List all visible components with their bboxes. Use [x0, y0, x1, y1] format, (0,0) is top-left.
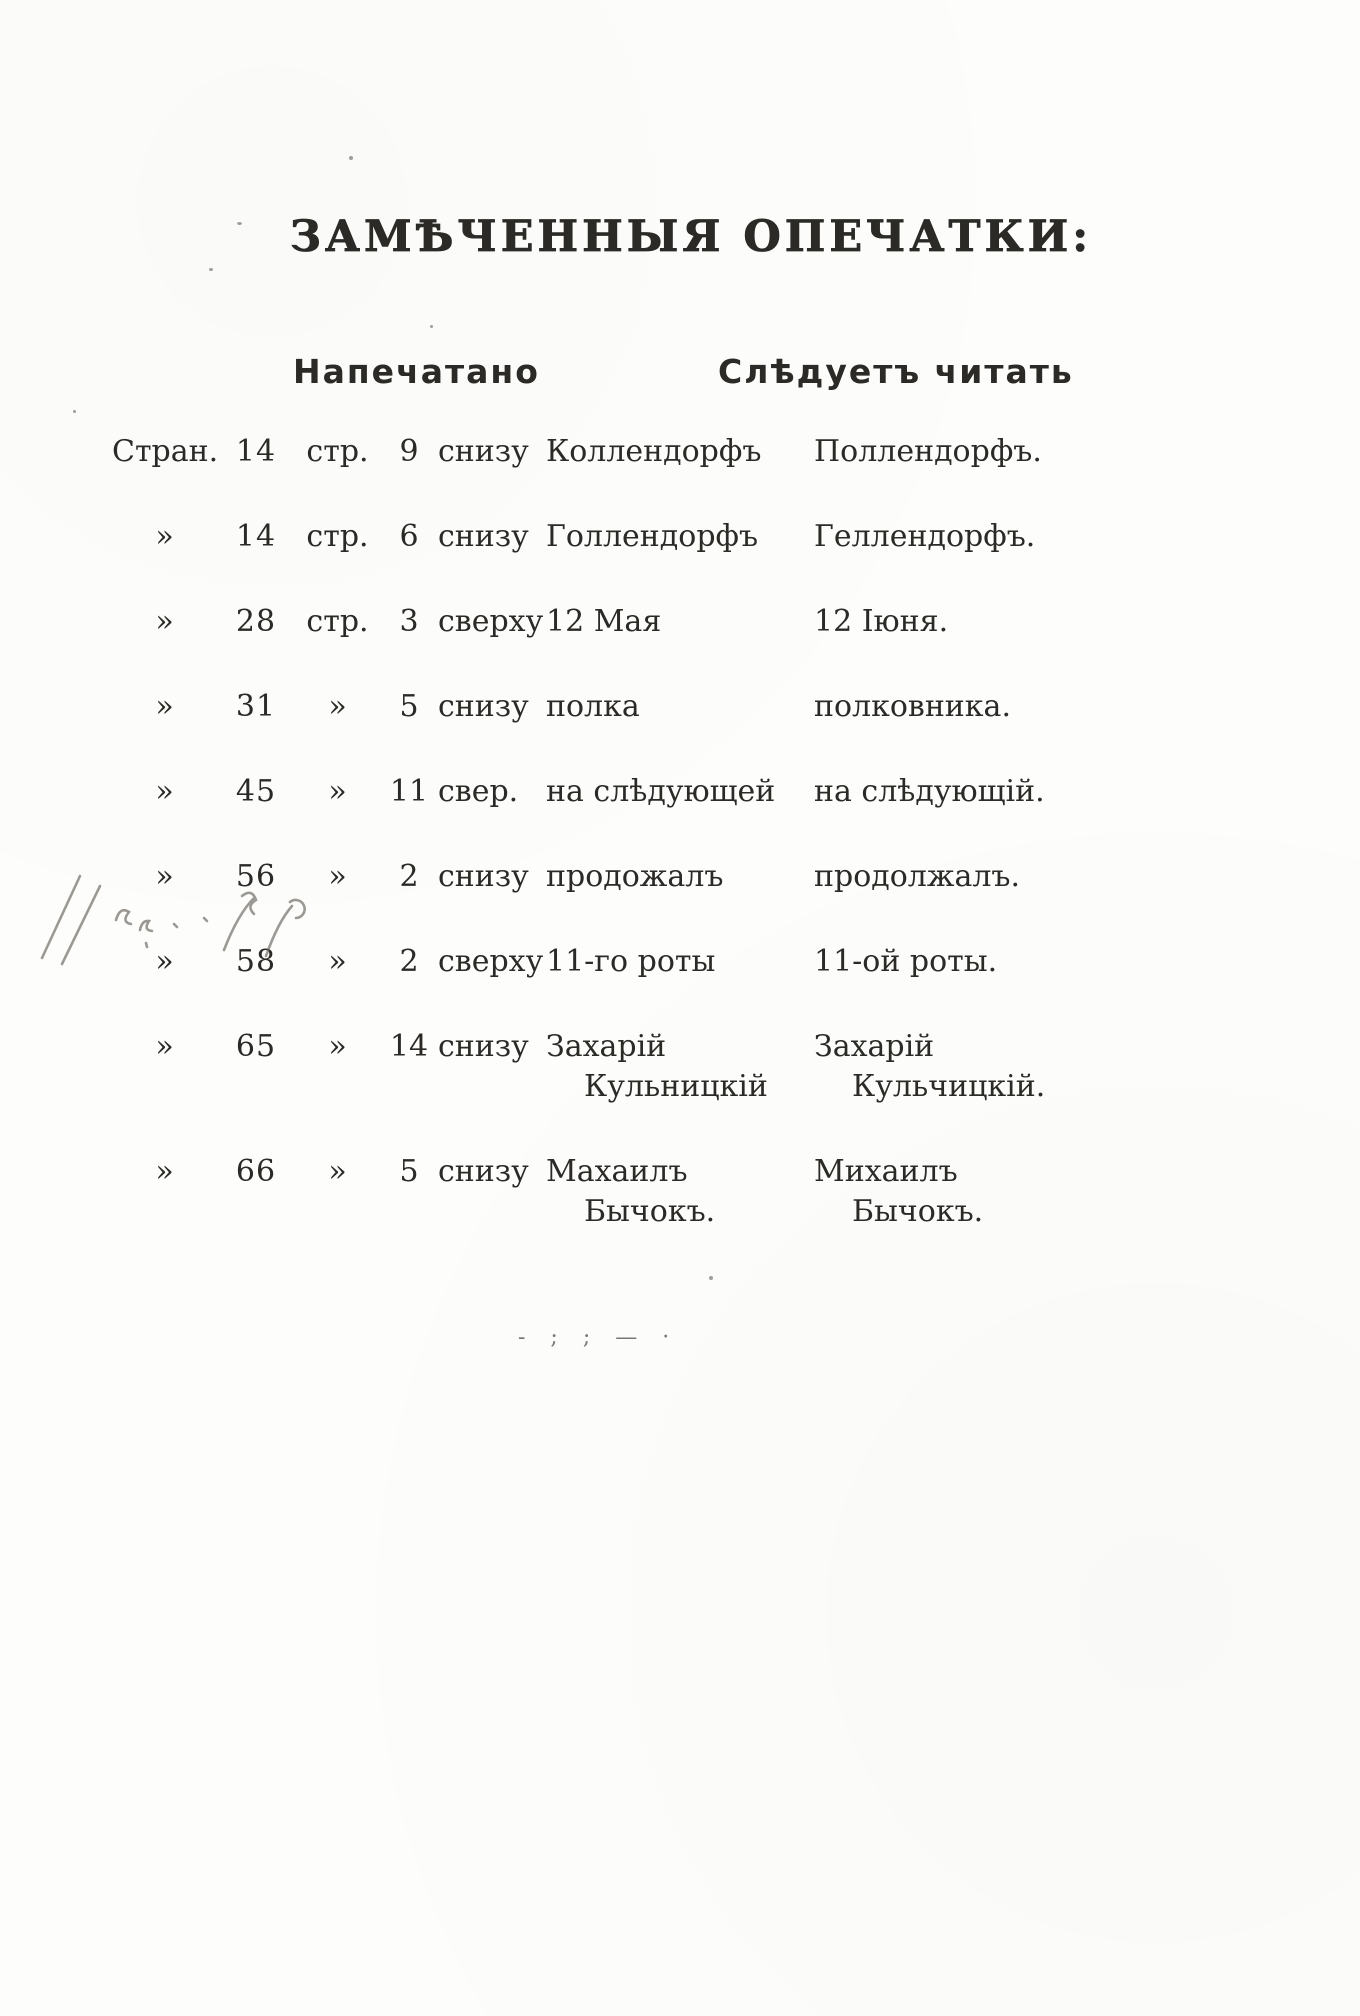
- correct-text: [774, 772, 1310, 812]
- correct-line2: Бычокъ.: [852, 1194, 984, 1229]
- errata-row: [112, 687, 1310, 727]
- correct-line1: на слѣдующій.: [814, 774, 1045, 809]
- line-position: снизу: [438, 689, 529, 724]
- errata-row: [112, 1027, 1310, 1107]
- printed-line1: Коллендорфъ: [546, 434, 762, 469]
- line-word: »: [328, 1154, 347, 1189]
- line-word: стр.: [306, 604, 369, 639]
- page-word: »: [155, 774, 174, 809]
- line-number: 2: [399, 944, 419, 979]
- page-word: »: [155, 519, 174, 554]
- printed-line1: продожалъ: [546, 859, 724, 894]
- line-number: 11: [389, 774, 429, 809]
- printed-line1: Захарій: [546, 1029, 667, 1064]
- header-correct: Слѣдуетъ читать: [718, 352, 1074, 391]
- scan-speck: [430, 325, 433, 328]
- header-printed: Напечатано: [293, 352, 540, 391]
- correct-text: [774, 432, 1310, 472]
- scan-speck: [349, 156, 353, 160]
- column-headers: [0, 352, 1360, 402]
- printed-line1: полка: [546, 689, 640, 724]
- line-number: 2: [399, 859, 419, 894]
- line-position: снизу: [438, 859, 529, 894]
- printed-text: [546, 602, 774, 642]
- page-number: 31: [235, 689, 277, 724]
- line-number: 9: [399, 434, 419, 469]
- page-number: 14: [235, 434, 277, 469]
- line-word: »: [328, 774, 347, 809]
- errata-table: [0, 432, 1360, 1277]
- printed-line1: Голлендорфъ: [546, 519, 759, 554]
- line-position: свер.: [438, 774, 519, 809]
- errata-row: [112, 432, 1310, 472]
- printed-text: [546, 432, 774, 472]
- line-word: »: [328, 944, 347, 979]
- printed-text: [546, 772, 774, 812]
- page-word: »: [155, 859, 174, 894]
- line-number: 3: [399, 604, 419, 639]
- scan-speck: [709, 1276, 713, 1280]
- page-word: »: [155, 689, 174, 724]
- line-position: снизу: [438, 519, 529, 554]
- page-title: ЗАМѢЧЕННЫЯ ОПЕЧАТКИ:: [290, 212, 1093, 262]
- printed-line1: 11-го роты: [546, 944, 716, 979]
- errata-row: [112, 1152, 1310, 1232]
- correct-text: [774, 1027, 1310, 1107]
- line-word: »: [328, 859, 347, 894]
- scan-speck: [237, 222, 242, 225]
- line-position: снизу: [438, 1029, 529, 1064]
- errata-row: [112, 602, 1310, 642]
- scan-smudge-marks: - ; ; — ·: [518, 1325, 679, 1350]
- printed-line2: Кульницкій: [584, 1069, 768, 1104]
- correct-line1: Захарій: [814, 1029, 935, 1064]
- printed-text: [546, 857, 774, 897]
- correct-line1: Михаилъ: [814, 1154, 958, 1189]
- errata-row: [112, 772, 1310, 812]
- errata-row: [112, 857, 1310, 897]
- line-position: снизу: [438, 1154, 529, 1189]
- correct-line1: Геллендорфъ.: [814, 519, 1036, 554]
- correct-line1: Поллендорфъ.: [814, 434, 1042, 469]
- scan-speck: [209, 268, 213, 271]
- page-number: 66: [235, 1154, 277, 1189]
- line-word: стр.: [306, 519, 369, 554]
- page-number: 58: [235, 944, 277, 979]
- page-word: »: [155, 944, 174, 979]
- correct-line1: продолжалъ.: [814, 859, 1021, 894]
- errata-row: [112, 942, 1310, 982]
- printed-line1: Махаилъ: [546, 1154, 688, 1189]
- correct-text: [774, 942, 1310, 982]
- correct-text: [774, 517, 1310, 557]
- page-word: »: [155, 1029, 174, 1064]
- line-number: 6: [399, 519, 419, 554]
- scan-speck: [73, 410, 76, 413]
- page-number: 56: [235, 859, 277, 894]
- printed-line2: Бычокъ.: [584, 1194, 716, 1229]
- printed-text: [546, 1152, 774, 1232]
- correct-text: [774, 687, 1310, 727]
- page-word: Стран.: [112, 434, 219, 469]
- line-position: сверху: [438, 944, 544, 979]
- line-word: »: [328, 1029, 347, 1064]
- line-position: снизу: [438, 434, 529, 469]
- line-position: сверху: [438, 604, 544, 639]
- line-number: 5: [399, 689, 419, 724]
- correct-text: [774, 857, 1310, 897]
- line-number: 14: [389, 1029, 429, 1064]
- correct-text: [774, 1152, 1310, 1232]
- page-number: 65: [235, 1029, 277, 1064]
- page-word: »: [155, 1154, 174, 1189]
- printed-line1: 12 Мая: [546, 604, 662, 639]
- page-number: 45: [235, 774, 277, 809]
- errata-row: [112, 517, 1310, 557]
- printed-line1: на слѣдующей: [546, 774, 776, 809]
- correct-text: [774, 602, 1310, 642]
- page-word: »: [155, 604, 174, 639]
- line-number: 5: [399, 1154, 419, 1189]
- line-word: стр.: [306, 434, 369, 469]
- correct-line1: 11-ой роты.: [814, 944, 998, 979]
- printed-text: [546, 942, 774, 982]
- correct-line2: Кульчицкій.: [852, 1069, 1046, 1104]
- printed-text: [546, 517, 774, 557]
- correct-line1: 12 Іюня.: [814, 604, 949, 639]
- page-number: 14: [235, 519, 277, 554]
- page-number: 28: [235, 604, 277, 639]
- line-word: »: [328, 689, 347, 724]
- printed-text: [546, 687, 774, 727]
- printed-text: [546, 1027, 774, 1107]
- correct-line1: полковника.: [814, 689, 1011, 724]
